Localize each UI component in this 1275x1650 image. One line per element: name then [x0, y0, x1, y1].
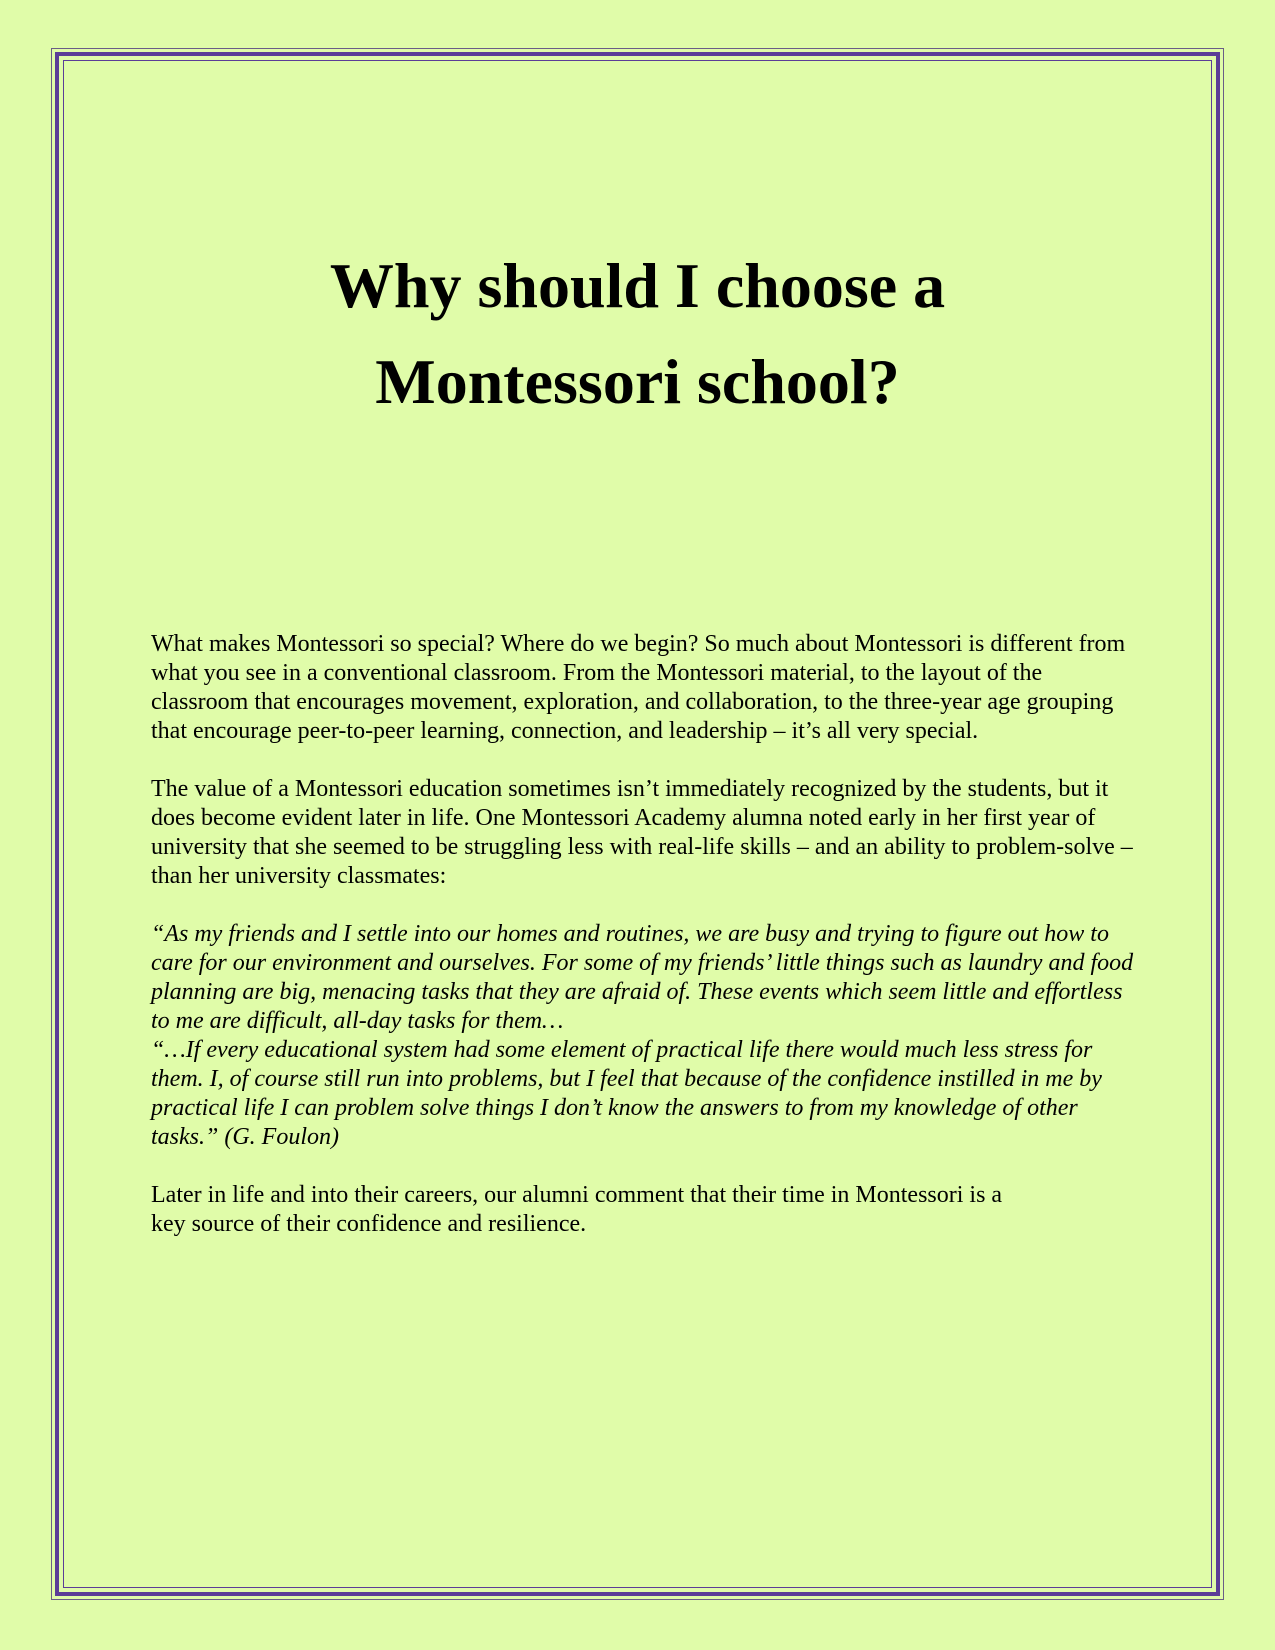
body-text [151, 630, 1141, 1239]
closing-line-2: key source of their confidence and resilience. [151, 1211, 587, 1237]
quote-part-1: “As my friends and I settle into our homes and routines, we are busy and trying to figure out how to care for our environment and ourselves. For some of my friends’ little things such as laundry and food planning are big, menacing tasks that they are afraid of. These events which seem little and effortless to me are difficult, all-day tasks for them… [151, 921, 1134, 1034]
page-title [140, 238, 1135, 430]
closing-paragraph [151, 1181, 1141, 1239]
quote-part-2: “…If every educational system had some element of practical life there would much less stress for them. I, of course still run into problems, but I feel that because of the confidence instilled in me by practical life I can problem solve things I don’t know the answers to from my knowledge of other tasks.” (G. Foulon) [151, 1037, 1102, 1150]
value-paragraph: The value of a Montessori education sometimes isn’t immediately recognized by the students, but it does become evident later in life. One Montessori Academy alumna noted early in her first year of university that she seemed to be struggling less with real-life skills – and an ability to problem-solve – than her university classmates: [151, 776, 1133, 889]
page-title-line-1: Why should I choose a [329, 250, 946, 321]
page-title-line-2: Montessori school? [375, 346, 900, 417]
intro-paragraph: What makes Montessori so special? Where do we begin? So much about Montessori is different from what you see in a conventional classroom. From the Montessori material, to the layout of the classroom that encourages movement, exploration, and collaboration, to the three-year age grouping that encourage peer-to-peer learning, connection, and leadership – it’s all very special. [151, 631, 1126, 744]
closing-line-1: Later in life and into their careers, our alumni comment that their time in Montessori is a [151, 1182, 1003, 1208]
alumna-quote [151, 920, 1141, 1152]
